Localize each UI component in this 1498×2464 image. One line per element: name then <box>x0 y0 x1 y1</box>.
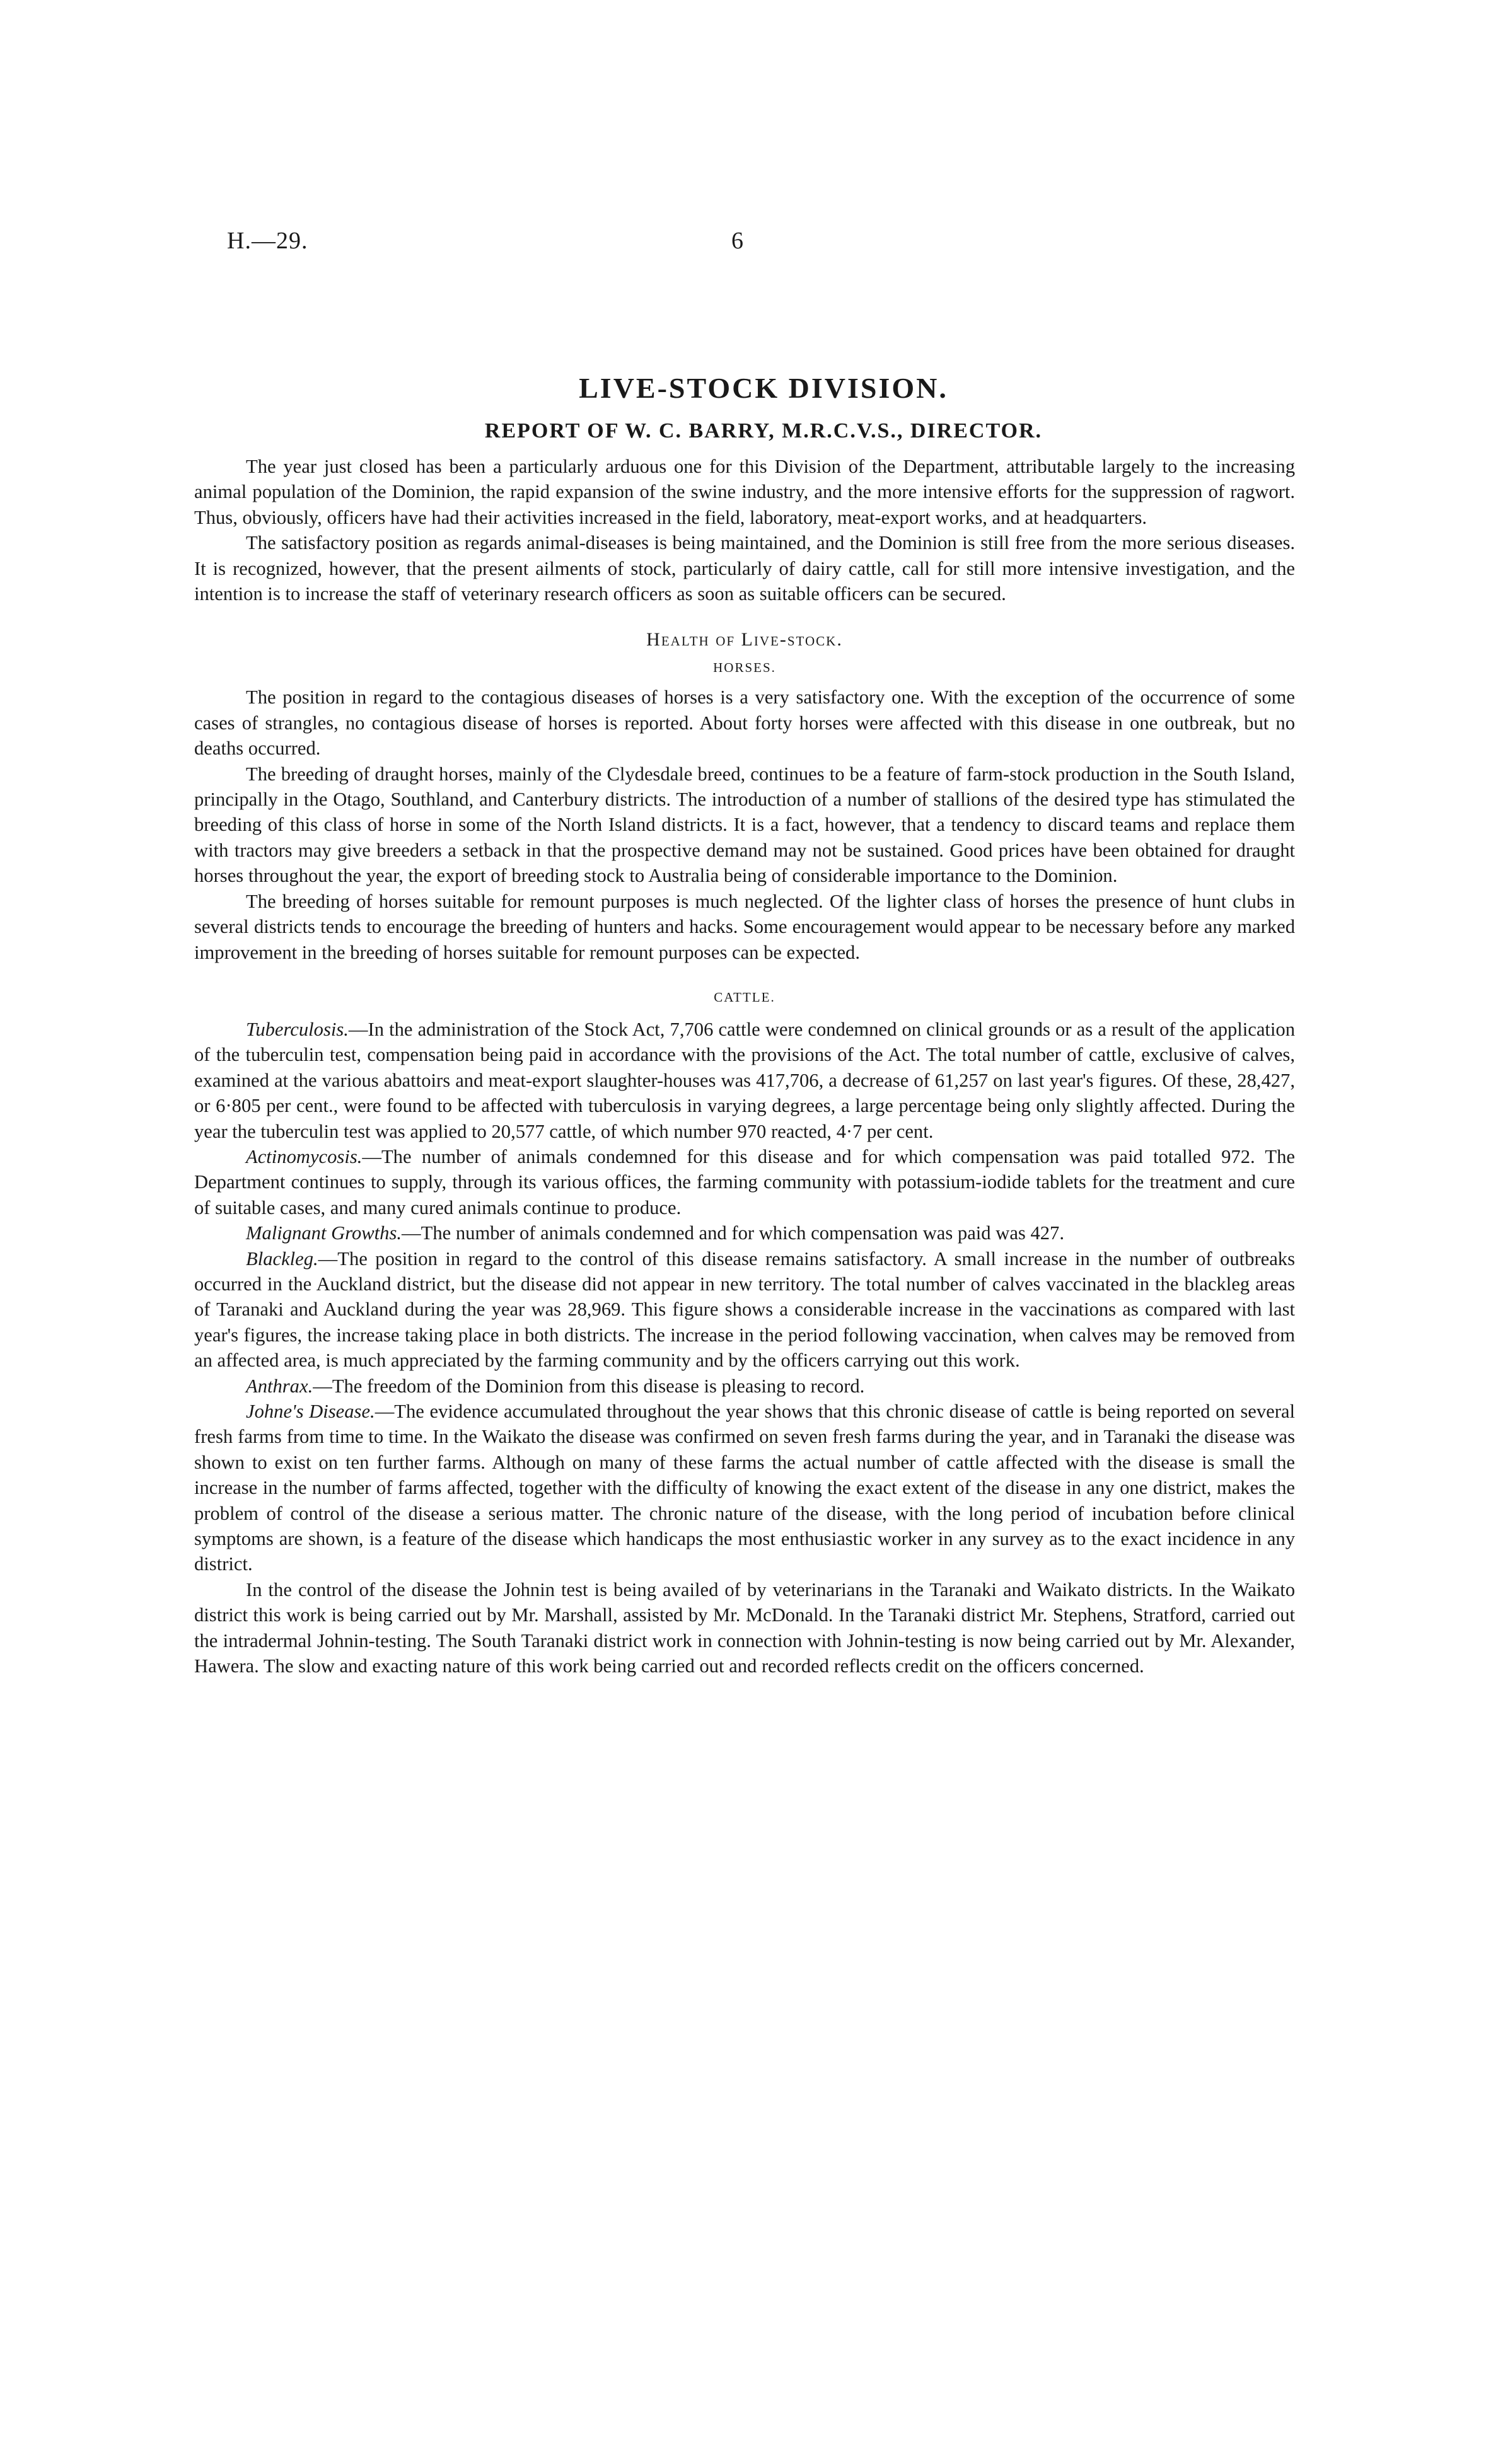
intro-paragraph: The year just closed has been a particularly arduous one for this Division of the Department, attributable largely to the increasing animal population of the Dominion, the rapid expansion of the swine industry, and the more intensive efforts for the suppression of ragwort. Thus, obviously, officers have had their activities increased in the field, laboratory, meat-export works, and at headquarters. <box>194 456 1295 528</box>
paragraph-text: —The number of animals condemned for this disease and for which compensation was paid totalled 972. The Department continues to supply, through its various offices, the farming community with potassium-iodide tablets for the treatment and cure of suitable cases, and many cured animals continue to produce. <box>194 1145 1295 1218</box>
cattle-paragraph-malignant-growths <box>194 1220 1295 1246</box>
cattle-paragraph-blackleg <box>194 1246 1295 1374</box>
paragraph-lead: Malignant Growths. <box>246 1222 402 1244</box>
paragraph-lead: Johne's Disease. <box>246 1401 375 1422</box>
paragraph-text: —The freedom of the Dominion from this disease is pleasing to record. <box>313 1375 865 1397</box>
subheading-horses: HORSES. <box>713 660 776 676</box>
paragraph-lead: Anthrax. <box>246 1375 313 1397</box>
paragraph-lead: Actinomycosis. <box>246 1145 363 1167</box>
paragraph-text: —The evidence accumulated throughout the year shows that this chronic disease of cattle is being reported on several fresh farms from time to time. In the Waikato the disease was confirmed on seven fresh farms during the year, and in Taranaki the disease was shown to exist on ten further farms. Although on many of these farms the actual number of cattle affected with the disease is small the increase in the number of farms affected, together with the difficulty of knowing the exact extent of the disease in any one district, makes the problem of control of the disease a serious matter. The chronic nature of the disease, with the long period of incubation before clinical symptoms are shown, is a feature of the disease which handicaps the most enthusiastic worker in any survey as to the exact incidence in any district. <box>194 1401 1296 1575</box>
document-reference: H.—29. <box>227 228 308 254</box>
cattle-paragraph-tuberculosis <box>194 1017 1295 1144</box>
cattle-paragraph-johnes-disease <box>194 1399 1295 1577</box>
section-heading-health: Health of Live-stock. <box>646 629 843 651</box>
division-title: LIVE-STOCK DIVISION. <box>579 372 948 404</box>
paragraph-lead: Tuberculosis. <box>246 1018 349 1040</box>
horses-paragraph: The breeding of horses suitable for remount purposes is much neglected. Of the lighter class of horses the presence of hunt clubs in several districts tends to encourage the breeding of hunters and hacks. Some encouragement would appear to be necessary before any marked improvement in the breeding of horses suitable for remount purposes can be expected. <box>194 890 1295 963</box>
report-subtitle: REPORT OF W. C. BARRY, M.R.C.V.S., DIRECTOR. <box>484 419 1043 442</box>
paragraph-text: —The position in regard to the control of this disease remains satisfactory. A small increase in the number of outbreaks occurred in the Auckland district, but the disease did not appear in new territory. The total number of calves vaccinated in the blackleg areas of Taranaki and Auckland during the year was 28,969. This figure shows a considerable increase in the vaccinations as compared with last year's figures, the increase taking place in both districts. The increase in the period following vaccination, when calves may be removed from an affected area, is much appreciated by the farming community and by the officers carrying out this work. <box>194 1247 1295 1372</box>
page-number: 6 <box>731 228 743 254</box>
cattle-paragraph-actinomycosis <box>194 1144 1295 1220</box>
subheading-cattle: CATTLE. <box>714 989 775 1005</box>
horses-paragraph: The breeding of draught horses, mainly of the Clydesdale breed, continues to be a feature of farm-stock production in the South Island, principally in the Otago, Southland, and Canterbury districts. The introduction of a number of stallions of the desired type has stimulated the breeding of this class of horse in some of the North Island districts. It is a fact, however, that a tendency to discard teams and replace them with tractors may give breeders a setback in that the prospective demand may not be sustained. Good prices have been obtained for draught horses throughout the year, the export of breeding stock to Australia being of considerable importance to the Dominion. <box>194 763 1295 887</box>
cattle-paragraph-johnin-test <box>194 1577 1295 1679</box>
paragraph-text: —The number of animals condemned and for which compensation was paid was 427. <box>402 1222 1065 1244</box>
paragraph-text: In the control of the disease the Johnin test is being availed of by veterinarians in the Taranaki and Waikato districts. In the Waikato district this work is being carried out by Mr. Marshall, assisted by Mr. McDonald. In the Taranaki district Mr. Stephens, Stratford, carried out the intradermal Johnin-testing. The South Taranaki district work in connection with Johnin-testing is now being carried out by Mr. Alexander, Hawera. The slow and exacting nature of this work being carried out and recorded reflects credit on the officers concerned. <box>194 1578 1295 1677</box>
paragraph-lead: Blackleg. <box>246 1247 318 1270</box>
cattle-paragraph-anthrax <box>194 1374 1295 1399</box>
horses-paragraph: The position in regard to the contagious diseases of horses is a very satisfactory one. With the exception of the occurrence of some cases of strangles, no contagious disease of horses is reported. About forty horses were affected with this disease in one outbreak, but no deaths occurred. <box>194 686 1295 760</box>
report-body <box>194 371 1295 1679</box>
page-header <box>227 227 1223 265</box>
paragraph-text: —In the administration of the Stock Act, 7,706 cattle were condemned on clinical grounds or as a result of the application of the tuberculin test, compensation being paid in accordance with the provisions of the Act. The total number of cattle, exclusive of calves, examined at the various abattoirs and meat-export slaughter-houses was 417,706, a decrease of 61,257 on last year's figures. Of these, 28,427, or 6·805 per cent., were found to be affected with tuberculosis in varying degrees, a large percentage being only slightly affected. During the year the tuberculin test was applied to 20,577 cattle, of which number 970 reacted, 4·7 per cent. <box>194 1018 1295 1142</box>
intro-paragraph: The satisfactory position as regards animal-diseases is being maintained, and the Dominion is still free from the more serious diseases. It is recognized, however, that the present ailments of stock, particularly of dairy cattle, call for still more intensive investigation, and the intention is to increase the staff of veterinary research officers as soon as suitable officers can be secured. <box>194 532 1295 605</box>
